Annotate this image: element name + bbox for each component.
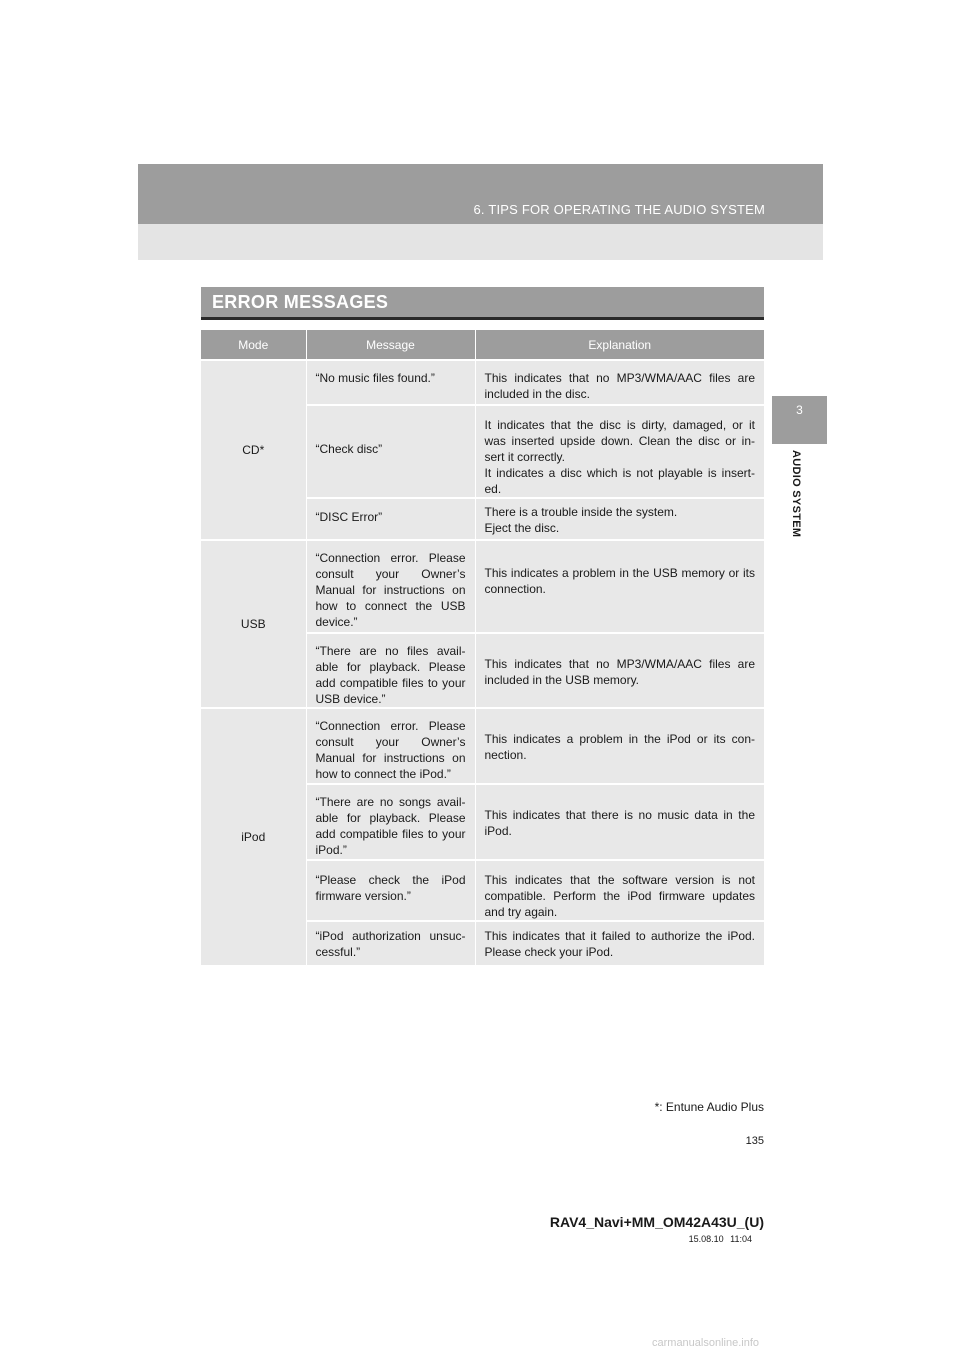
footnote: *: Entune Audio Plus	[654, 1100, 764, 1114]
explanation-cell: This indicates a problem in the iPod or its con-nection.	[475, 708, 764, 784]
chapter-title: 6. TIPS FOR OPERATING THE AUDIO SYSTEM	[473, 202, 765, 217]
table-header-row	[201, 330, 764, 360]
message-cell: “There are no files avail-able for playback. Please add compatible files to your USB device.”	[306, 633, 475, 708]
chapter-number: 3	[796, 403, 803, 417]
explanation-cell: This indicates that it failed to authorize the iPod. Please check your iPod.	[475, 921, 764, 965]
header-band	[138, 164, 823, 260]
mode-cell: CD*	[201, 360, 306, 540]
column-header-explanation: Explanation	[475, 330, 764, 360]
chapter-tab	[772, 396, 827, 444]
message-cell: “No music files found.”	[306, 360, 475, 405]
explanation-cell: There is a trouble inside the system. Eject the disc.	[475, 498, 764, 540]
table-row	[201, 360, 764, 405]
explanation-cell: It indicates that the disc is dirty, damaged, or it was inserted upside down. Clean the disc or in-sert it correctly. It indicates a disc which is not playable is insert-ed.	[475, 405, 764, 498]
document-code: RAV4_Navi+MM_OM42A43U_(U)	[549, 1214, 764, 1230]
chapter-side-label-text: AUDIO SYSTEM	[790, 450, 802, 538]
message-cell: “Please check the iPod firmware version.”	[306, 860, 475, 921]
explanation-cell: This indicates that there is no music data in the iPod.	[475, 784, 764, 860]
explanation-cell: This indicates that no MP3/WMA/AAC files are included in the USB memory.	[475, 633, 764, 708]
explanation-cell: This indicates a problem in the USB memory or its connection.	[475, 540, 764, 633]
message-cell: “DISC Error”	[306, 498, 475, 540]
page-number: 135	[745, 1135, 764, 1147]
watermark: carmanualsonline.info	[652, 1337, 760, 1349]
column-header-mode: Mode	[201, 330, 306, 360]
message-cell: “There are no songs avail-able for playback. Please add compatible files to your iPod.”	[306, 784, 475, 860]
explanation-cell: This indicates that no MP3/WMA/AAC files are included in the disc.	[475, 360, 764, 405]
message-cell: “iPod authorization unsuc-cessful.”	[306, 921, 475, 965]
error-messages-table	[201, 330, 764, 965]
message-cell: “Connection error. Please consult your Owner’s Manual for instructions on how to connect the USB device.”	[306, 540, 475, 633]
section-heading-text: ERROR MESSAGES	[212, 292, 389, 312]
chapter-side-label	[786, 450, 806, 560]
table-row	[201, 708, 764, 784]
document-timestamp: 15.08.10 11:04	[688, 1234, 752, 1244]
mode-cell: USB	[201, 540, 306, 708]
table-row	[201, 540, 764, 633]
header-bar	[138, 164, 823, 224]
message-cell: “Connection error. Please consult your Owner’s Manual for instructions on how to connect the iPod.”	[306, 708, 475, 784]
mode-cell: iPod	[201, 708, 306, 965]
message-cell: “Check disc”	[306, 405, 475, 498]
explanation-cell: This indicates that the software version is not compatible. Perform the iPod firmware updates and try again.	[475, 860, 764, 921]
column-header-message: Message	[306, 330, 475, 360]
section-heading	[201, 287, 764, 320]
